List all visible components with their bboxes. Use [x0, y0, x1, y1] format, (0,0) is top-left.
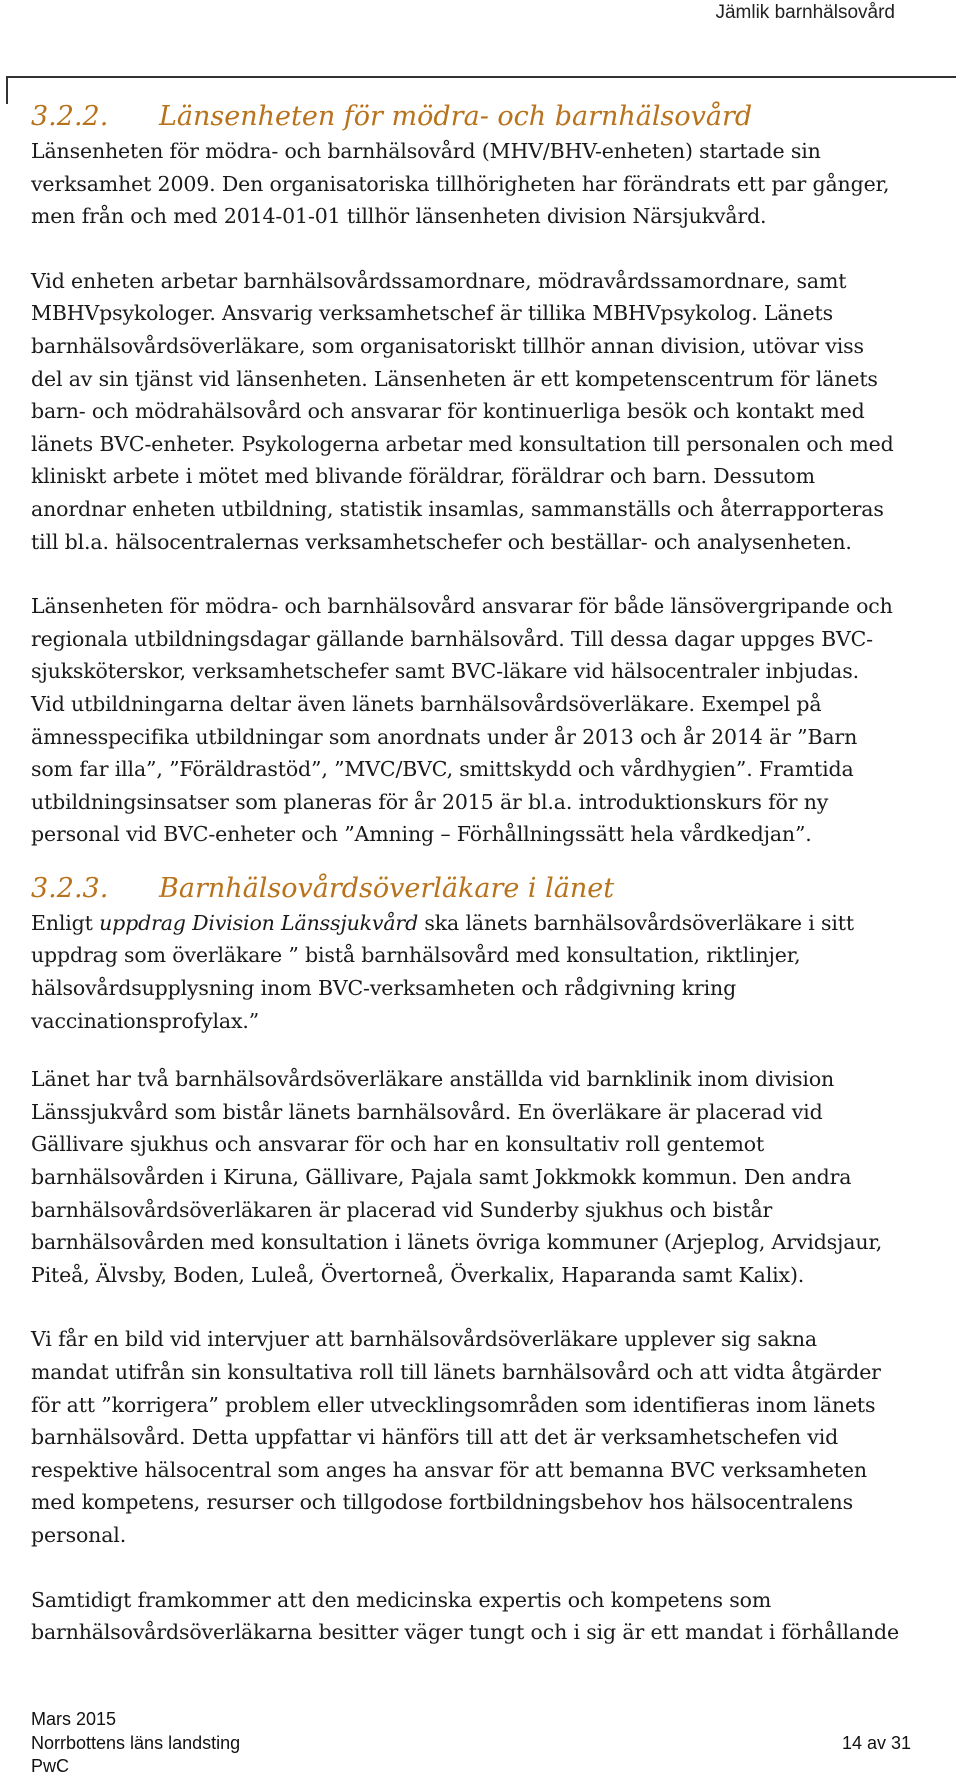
running-header: Jämlik barnhälsovård — [715, 2, 895, 23]
paragraph-323-3 — [31, 1323, 951, 1551]
text-line: Länssjukvård som bistår länets barnhälsovård. En överläkare är placerad vid — [31, 1099, 823, 1124]
text-line: ämnesspecifika utbildningar som anordnats under år 2013 och år 2014 är ”Barn — [31, 724, 858, 749]
page-number: 14 av 31 — [841, 1732, 911, 1753]
text-line: kliniskt arbete i mötet med blivande föräldrar, föräldrar och barn. Dessutom — [31, 464, 815, 489]
text-line: barnhälsovårdsöverläkare, som organisatoriskt tillhör annan division, utövar viss — [31, 333, 864, 358]
page-footer — [31, 1708, 911, 1779]
footer-date: Mars 2015 — [31, 1709, 117, 1729]
text-line: respektive hälsocentral som anges ha ansvar för att bemanna BVC verksamheten — [31, 1457, 867, 1482]
text-line: Länsenheten för mödra- och barnhälsovård (MHV/BHV-enheten) startade sin — [31, 139, 821, 163]
text-line: Vid enheten arbetar barnhälsovårdssamordnare, mödravårdssamordnare, samt — [31, 268, 847, 293]
text-line: personal vid BVC-enheter och ”Amning – Förhållningssätt hela vårdkedjan”. — [31, 822, 812, 847]
text-run: Enligt — [31, 910, 100, 935]
document-body — [31, 99, 951, 1649]
paragraph-322-2 — [31, 265, 951, 558]
section-title: Länsenheten för mödra- och barnhälsovård — [159, 101, 753, 132]
text-line: anordnar enheten utbildning, statistik insamlas, sammanställs och återrapporteras — [31, 496, 884, 521]
paragraph-322-1 — [31, 135, 951, 233]
text-line: men från och med 2014-01-01 tillhör länsenheten division Närsjukvård. — [31, 204, 767, 229]
text-line: Länet har två barnhälsovårdsöverläkare anställda vid barnklinik inom division — [31, 1067, 835, 1092]
text-line: sjuksköterskor, verksamhetschefer samt BVC-läkare vid hälsocentraler inbjudas. — [31, 659, 859, 684]
footer-firm: PwC — [31, 1756, 70, 1776]
text-line: barnhälsovårdsöverläkarna besitter väger tungt och i sig är ett mandat i förhållande — [31, 1620, 899, 1645]
text-line: regionala utbildningsdagar gällande barnhälsovård. Till dessa dagar uppges BVC- — [31, 626, 873, 651]
text-line: Vi får en bild vid intervjuer att barnhälsovårdsöverläkare upplever sig sakna — [31, 1327, 817, 1352]
paragraph-323-4 — [31, 1584, 951, 1649]
text-line: länets BVC-enheter. Psykologerna arbetar med konsultation till personalen och med — [31, 431, 894, 456]
text-line: barnhälsovården i Kiruna, Gällivare, Pajala samt Jokkmokk kommun. Den andra — [31, 1165, 852, 1190]
header-corner-mark — [6, 76, 8, 104]
section-heading-3-2-3 — [31, 871, 951, 907]
footer-organization: Norrbottens läns landsting — [31, 1732, 241, 1753]
paragraph-323-2 — [31, 1063, 951, 1291]
text-run: ska länets barnhälsovårdsöverläkare i sitt — [418, 910, 854, 935]
text-line: Piteå, Älvsby, Boden, Luleå, Övertorneå, Överkalix, Haparanda samt Kalix). — [31, 1262, 805, 1287]
section-title: Barnhälsovårdsöverläkare i länet — [159, 872, 615, 904]
text-line: verksamhet 2009. Den organisatoriska tillhörigheten har förändrats ett par gånger, — [31, 171, 890, 196]
text-line: Gällivare sjukhus och ansvarar för och har en konsultativ roll gentemot — [31, 1132, 765, 1157]
text-line: Vid utbildningarna deltar även länets barnhälsovårdsöverläkare. Exempel på — [31, 691, 822, 716]
section-number: 3.2.2. — [31, 101, 109, 132]
section-number: 3.2.3. — [31, 872, 109, 904]
text-line: till bl.a. hälsocentralernas verksamhetschefer och beställar- och analysenheten. — [31, 529, 852, 554]
text-line: barn- och mödrahälsovård och ansvarar för kontinuerliga besök och kontakt med — [31, 399, 865, 424]
paragraph-322-3 — [31, 590, 951, 851]
section-heading-3-2-2 — [31, 99, 951, 135]
italic-phrase: uppdrag Division Länssjukvård — [99, 910, 419, 935]
text-line: vaccinationsprofylax.” — [31, 1008, 260, 1033]
header-rule — [6, 76, 956, 78]
text-line: MBHVpsykologer. Ansvarig verksamhetschef är tillika MBHVpsykolog. Länets — [31, 301, 833, 326]
text-line: barnhälsovård. Detta uppfattar vi hänförs till att det är verksamhetschefen vid — [31, 1425, 839, 1450]
text-line: Länsenheten för mödra- och barnhälsovård ansvarar för både länsövergripande och — [31, 594, 893, 619]
paragraph-323-1 — [31, 907, 951, 1037]
text-line: barnhälsovårdsöverläkaren är placerad vid Sunderby sjukhus och bistår — [31, 1197, 773, 1222]
text-line: för att ”korrigera” problem eller utvecklingsområden som identifieras inom länets — [31, 1392, 876, 1417]
text-line: Samtidigt framkommer att den medicinska expertis och kompetens som — [31, 1587, 772, 1612]
text-line: mandat utifrån sin konsultativa roll till länets barnhälsovård och att vidta åtgärder — [31, 1360, 881, 1384]
text-line: som far illa”, ”Föräldrastöd”, ”MVC/BVC, smittskydd och vårdhygien”. Framtida — [31, 757, 854, 782]
text-line: personal. — [31, 1522, 127, 1547]
text-line: med kompetens, resurser och tillgodose fortbildningsbehov hos hälsocentralens — [31, 1490, 853, 1515]
text-line: utbildningsinsatser som planeras för år 2015 är bl.a. introduktionskurs för ny — [31, 789, 829, 814]
text-line: uppdrag som överläkare ” bistå barnhälsovård med konsultation, riktlinjer, — [31, 943, 801, 968]
text-line: barnhälsovården med konsultation i länets övriga kommuner (Arjeplog, Arvidsjaur, — [31, 1230, 883, 1255]
text-line — [31, 907, 951, 940]
text-line: hälsovårdsupplysning inom BVC-verksamheten och rådgivning kring — [31, 976, 737, 1001]
text-line: del av sin tjänst vid länsenheten. Länsenheten är ett kompetenscentrum för länets — [31, 366, 878, 391]
